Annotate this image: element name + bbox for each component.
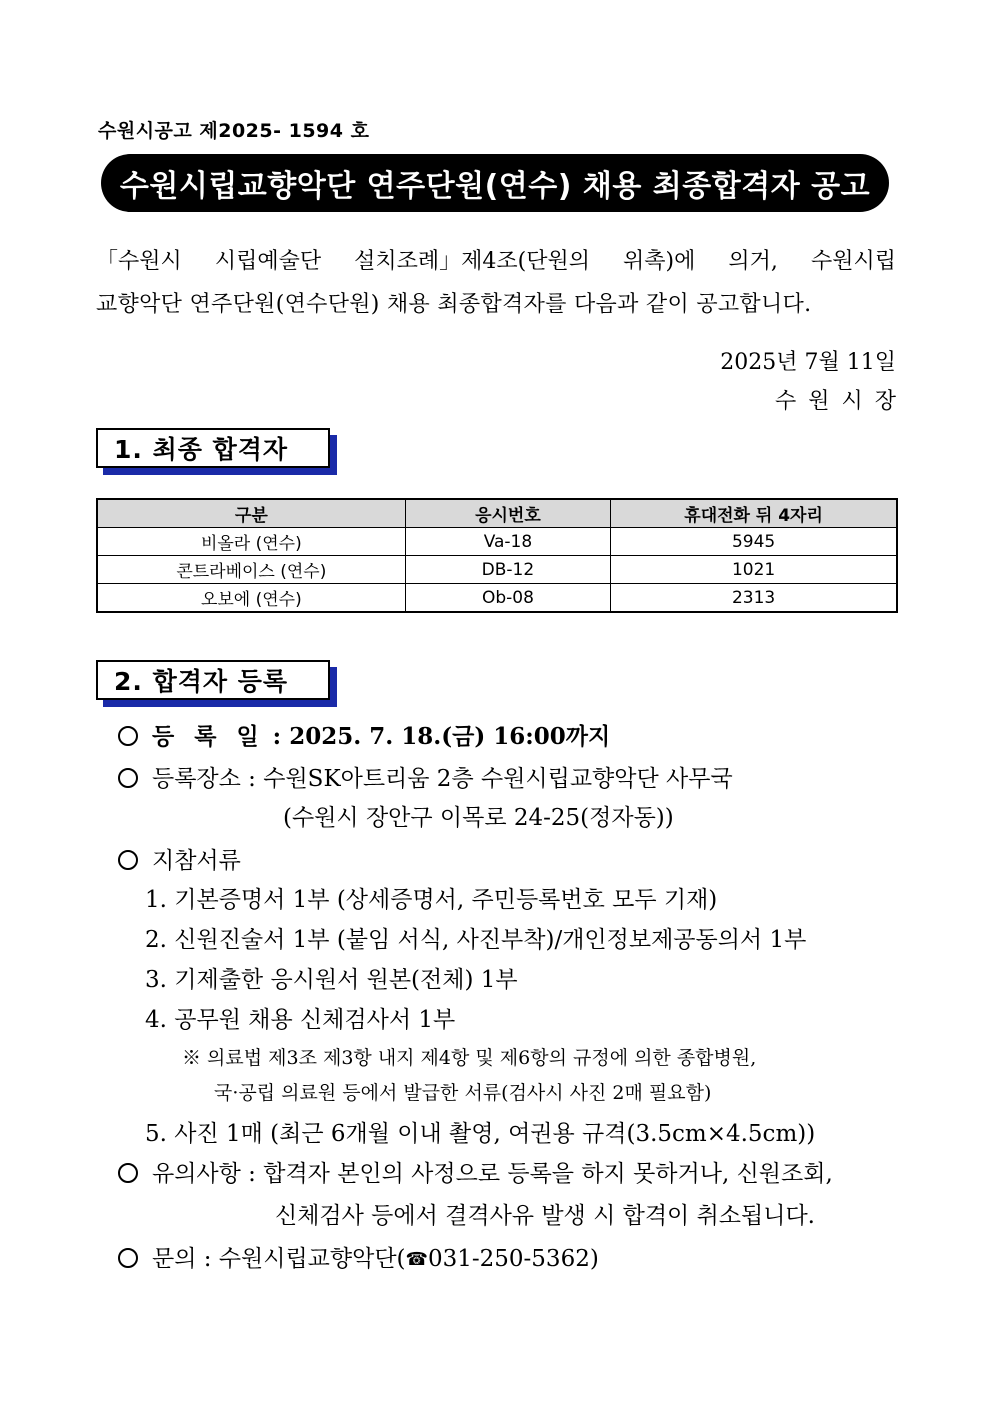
section-2-heading: 2. 합격자 등록 xyxy=(96,660,330,700)
colon: : xyxy=(196,1246,219,1272)
table-cell: 2313 xyxy=(611,584,897,613)
registration-date-row xyxy=(118,718,610,751)
caution-row xyxy=(118,1155,833,1188)
circle-bullet-icon xyxy=(118,726,138,746)
place-value: 수원SK아트리움 2층 수원시립교향악단 사무국 xyxy=(263,766,733,792)
caution-label: 유의사항 xyxy=(152,1161,241,1187)
page-title: 수원시립교향악단 연주단원(연수) 채용 최종합격자 공고 xyxy=(101,154,889,212)
notice-date: 2025년 7월 11일 xyxy=(720,350,896,375)
table-header-cell: 구분 xyxy=(97,499,405,528)
doc-item: 5. 사진 1매 (최근 6개월 이내 촬영, 여권용 규격(3.5cm×4.5cm)) xyxy=(145,1121,816,1147)
table-cell: 1021 xyxy=(611,556,897,584)
table-header-row xyxy=(97,499,897,528)
table-row xyxy=(97,584,897,613)
circle-bullet-icon xyxy=(118,1163,138,1183)
doc-item: 1. 기본증명서 1부 (상세증명서, 주민등록번호 모두 기재) xyxy=(145,887,718,913)
colon: : xyxy=(240,766,264,792)
reg-date-label: 등 록 일 xyxy=(152,723,265,750)
intro-word: 의거, xyxy=(728,249,778,274)
table-cell: 비올라 (연수) xyxy=(97,528,405,556)
intro-line-1 xyxy=(96,240,896,283)
caution-text: 합격자 본인의 사정으로 등록을 하지 못하거나, 신원조회, xyxy=(263,1161,833,1187)
intro-word: 수원시립 xyxy=(810,249,896,274)
intro-word: 「수원시 xyxy=(96,249,182,274)
doc-item: 4. 공무원 채용 신체검사서 1부 xyxy=(145,1007,456,1033)
table-row xyxy=(97,556,897,584)
table-cell: 5945 xyxy=(611,528,897,556)
table-row xyxy=(97,528,897,556)
doc-item: 2. 신원진술서 1부 (붙임 서식, 사진부착)/개인정보제공동의서 1부 xyxy=(145,927,807,953)
table-cell: Va-18 xyxy=(405,528,611,556)
section-1-heading: 1. 최종 합격자 xyxy=(96,428,330,468)
intro-word: 시립예술단 xyxy=(214,249,322,274)
caution-text-line-2: 신체검사 등에서 결격사유 발생 시 합격이 취소됩니다. xyxy=(275,1203,815,1229)
table-header-cell: 휴대전화 뒤 4자리 xyxy=(611,499,897,528)
contact-phone: 031-250-5362) xyxy=(427,1246,599,1272)
colon: : xyxy=(264,723,290,750)
table-header-cell: 응시번호 xyxy=(405,499,611,528)
results-table xyxy=(96,498,898,613)
issuer: 수원시장 xyxy=(774,389,908,414)
table-cell: DB-12 xyxy=(405,556,611,584)
documents-row xyxy=(118,842,241,875)
intro-paragraph xyxy=(96,240,896,326)
table-cell: 콘트라베이스 (연수) xyxy=(97,556,405,584)
reg-date-value: 2025. 7. 18.(금) 16:00까지 xyxy=(289,723,611,750)
notice-number: 수원시공고 제2025- 1594 호 xyxy=(98,120,370,142)
contact-org: 수원시립교향악단( xyxy=(218,1246,406,1272)
intro-word: 위촉)에 xyxy=(623,249,696,274)
contact-label: 문의 xyxy=(152,1246,197,1272)
phone-icon: ☎ xyxy=(405,1249,428,1270)
contact-row xyxy=(118,1240,599,1273)
place-label: 등록장소 xyxy=(152,766,241,792)
docs-note-line-1: ※ 의료법 제3조 제3항 내지 제4항 및 제6항의 규정에 의한 종합병원, xyxy=(182,1047,757,1069)
doc-item: 3. 기제출한 응시원서 원본(전체) 1부 xyxy=(145,967,518,993)
colon: : xyxy=(240,1161,264,1187)
section-2-heading-box xyxy=(96,660,330,700)
intro-word: 설치조례」제4조(단원의 xyxy=(354,249,590,274)
table-cell: Ob-08 xyxy=(405,584,611,613)
circle-bullet-icon xyxy=(118,768,138,788)
docs-label: 지참서류 xyxy=(152,848,241,874)
place-address: (수원시 장안구 이목로 24-25(정자동)) xyxy=(283,805,674,831)
circle-bullet-icon xyxy=(118,1248,138,1268)
table-cell: 오보에 (연수) xyxy=(97,584,405,613)
intro-line-2: 교향악단 연주단원(연수단원) 채용 최종합격자를 다음과 같이 공고합니다. xyxy=(96,292,812,317)
docs-note-line-2: 국·공립 의료원 등에서 발급한 서류(검사시 사진 2매 필요함) xyxy=(214,1082,712,1104)
registration-place-row xyxy=(118,760,733,793)
section-1-heading-box xyxy=(96,428,330,468)
circle-bullet-icon xyxy=(118,850,138,870)
